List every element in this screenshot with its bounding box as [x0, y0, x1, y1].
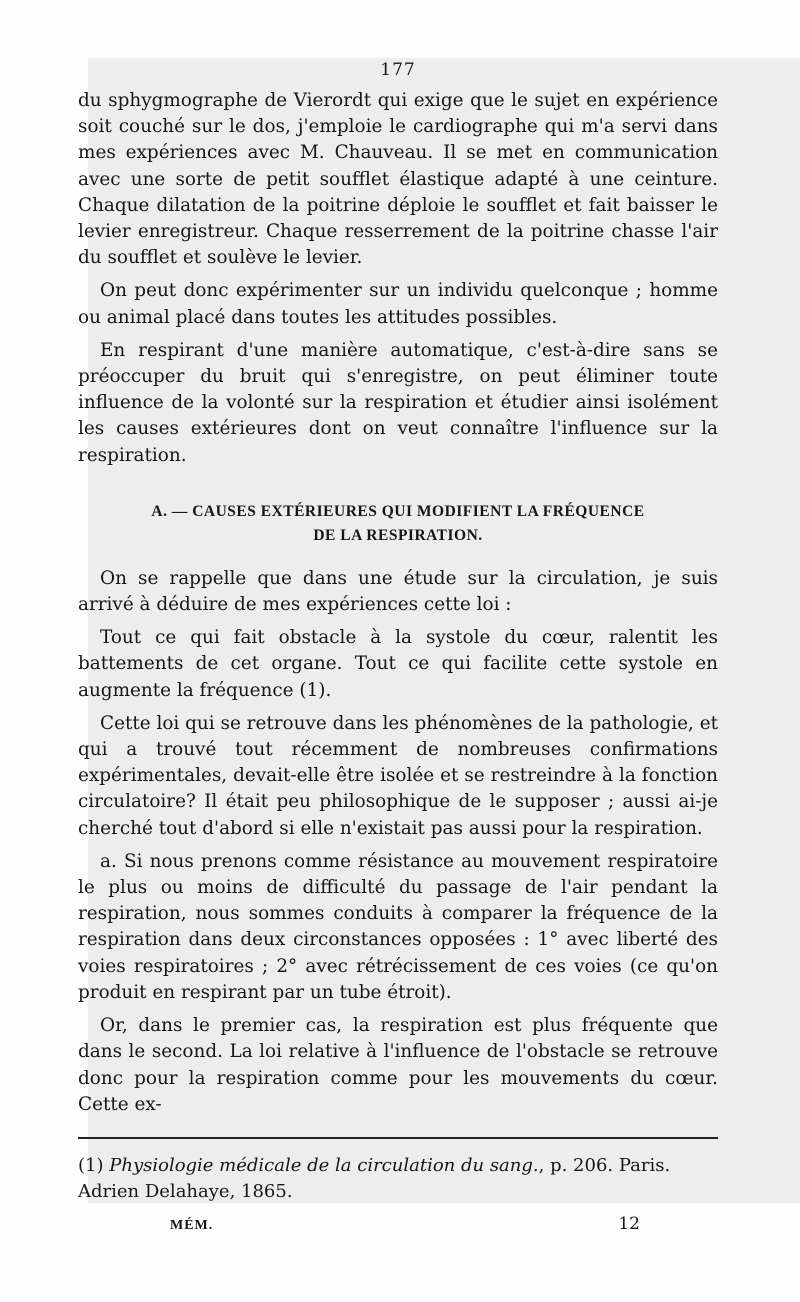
paragraph: En respirant d'une manière automatique, c'est-à-dire sans se préoccuper du bruit qui s'enregistre, on peut éliminer toute influence de la volonté sur la respiration et étudier ainsi isolément les causes extérieures dont on veut connaître l'influence sur la respiration. — [78, 339, 718, 466]
page-content — [78, 60, 718, 1239]
paragraph: du sphygmographe de Vierordt qui exige que le sujet en expérience soit couché sur le dos, j'emploie le cardiographe qui m'a servi dans mes expériences avec M. Chauveau. Il se met en communication avec une sorte de petit soufflet élastique adapté à une ceinture. Chaque dilatation de la poitrine déploie le soufflet et fait baisser le levier enregistreur. Chaque resserrement de la poitrine chasse l'air du soufflet et soulève le levier. — [78, 90, 718, 269]
footnote-divider — [78, 1137, 718, 1139]
footnote-title: Physiologie médicale de la circulation du sang. — [109, 1154, 539, 1176]
footnote-citation: , p. 206. Paris. Adrien Delahaye, 1865. — [78, 1154, 671, 1202]
section-heading-line: DE LA RESPIRATION. — [313, 526, 483, 544]
paragraph: On se rappelle que dans une étude sur la circulation, je suis arrivé à déduire de mes expériences cette loi : — [78, 567, 718, 616]
paragraph: a. Si nous prenons comme résistance au mouvement respiratoire le plus ou moins de difficulté du passage de l'air pendant la respiration, nous sommes conduits à comparer la fréquence de la respiration dans deux circonstances opposées : 1° avec liberté des voies respiratoires ; 2° avec rétrécissement de ces voies (ce qu'on produit en respirant par un tube étroit). — [78, 850, 718, 1003]
paragraph: On peut donc expérimenter sur un individu quelconque ; homme ou animal placé dans toutes les attitudes possibles. — [78, 280, 718, 328]
section-heading — [78, 500, 718, 548]
page-number: 177 — [380, 60, 416, 80]
paragraph: Cette loi qui se retrouve dans les phénomènes de la pathologie, et qui a trouvé tout récemment de nombreuses confirmations expérimentales, devait-elle être isolée et se restreindre à la fonction circulatoire? Il était peu philosophique de le supposer ; aussi ai-je cherché tout d'abord si elle n'existait pas aussi pour la respiration. — [78, 712, 718, 839]
signature-mark: MÉM. — [170, 1217, 214, 1233]
footnote-marker: (1) — [78, 1154, 104, 1176]
page-footer — [78, 1211, 718, 1239]
section-heading-line: A. — CAUSES EXTÉRIEURES QUI MODIFIENT LA FRÉQUENCE — [151, 502, 645, 520]
paragraph: Or, dans le premier cas, la respiration est plus fréquente que dans le second. La loi relative à l'influence de l'obstacle se retrouve donc pour la respiration comme pour les mouvements du cœur. Cette ex- — [78, 1015, 718, 1115]
sheet-number: 12 — [618, 1213, 640, 1234]
footnote — [78, 1153, 718, 1205]
paragraph: Tout ce qui fait obstacle à la systole du cœur, ralentit les battements de cet organe. Tout ce qui facilite cette systole en augmente la fréquence (1). — [78, 627, 718, 701]
